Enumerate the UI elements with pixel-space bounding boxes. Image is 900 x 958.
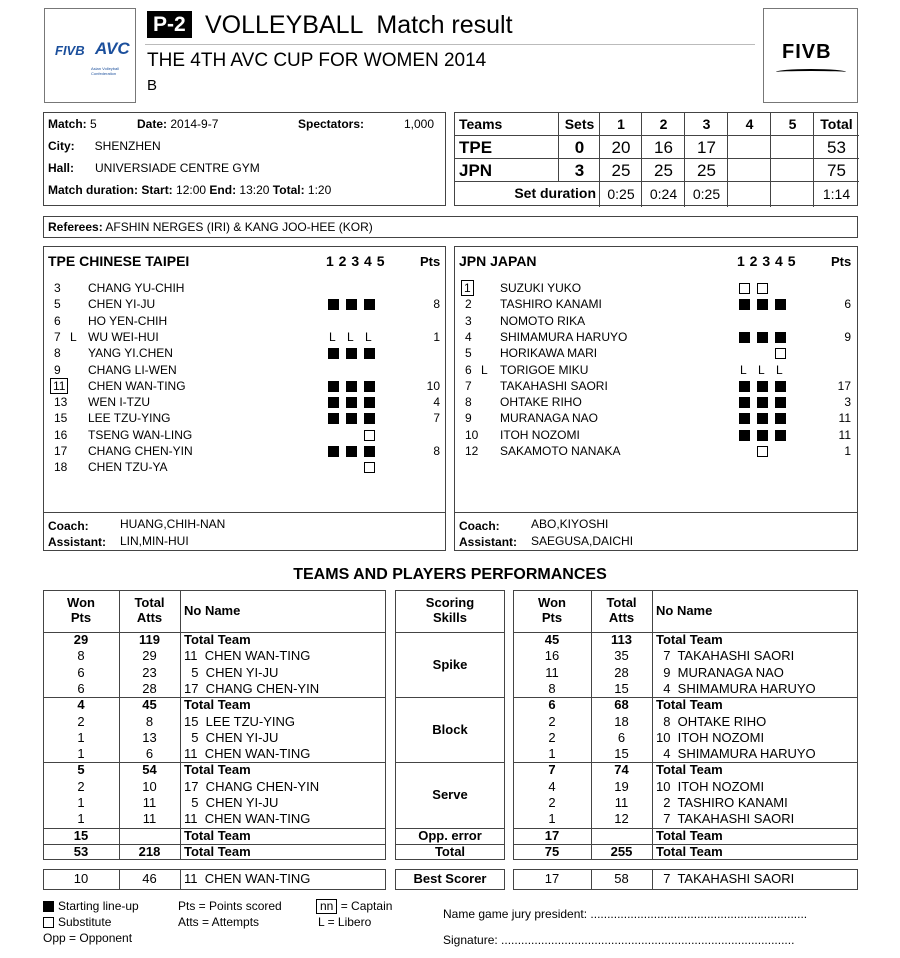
- player-name: TSENG WAN-LING: [88, 427, 193, 442]
- starting-square-icon: [346, 381, 357, 392]
- won-pts-header: Won Pts: [67, 595, 95, 625]
- score-header: 5: [788, 116, 797, 132]
- set-duration-total: 1:14: [822, 186, 851, 202]
- team-name: JPN JAPAN: [459, 253, 537, 269]
- player-number: 11: [50, 378, 74, 394]
- tpe-block-won: 1: [77, 729, 85, 745]
- starting-square-icon: [346, 446, 357, 457]
- score-cell: 25: [611, 161, 631, 180]
- starting-square-icon: [364, 413, 375, 424]
- player-name: SHIMAMURA HARUYO: [500, 329, 628, 344]
- starting-square-icon: [364, 446, 375, 457]
- coach-name: ABO,KIYOSHI: [531, 517, 609, 531]
- spectators-label: Spectators:: [298, 117, 365, 131]
- set-duration-label: Set duration: [514, 185, 596, 201]
- skill-label-block: Block: [432, 721, 468, 737]
- tpe-opp-error-name: Total Team: [184, 827, 251, 843]
- substitute-square-icon: [739, 283, 750, 294]
- tpe-serve-name: Total Team: [184, 762, 251, 778]
- starting-square-icon: [757, 332, 768, 343]
- legend-pts: Pts = Points scored: [178, 899, 282, 913]
- tpe-spike-name: 17 CHANG CHEN-YIN: [184, 680, 320, 696]
- tpe-serve-name: 11 CHEN WAN-TING: [184, 811, 311, 827]
- starting-square-icon: [757, 381, 768, 392]
- tpe-best-won: 10: [73, 871, 89, 886]
- player-name: CHANG YU-CHIH: [88, 281, 185, 295]
- player-number: 7: [54, 329, 61, 344]
- score-row-line: [455, 158, 859, 159]
- jpn-block-won: 2: [548, 713, 556, 729]
- player-number: 17: [54, 444, 68, 458]
- tpe-serve-name: 17 CHANG CHEN-YIN: [184, 778, 320, 794]
- coach-name: HUANG,CHIH-NAN: [120, 517, 226, 531]
- player-points: 3: [844, 395, 851, 410]
- tpe-total-atts: 218: [138, 843, 161, 859]
- jpn-spike-won: 45: [544, 632, 560, 647]
- jpn-serve-name: 10 ITOH NOZOMI: [656, 778, 765, 794]
- starting-square-icon: [739, 299, 750, 310]
- libero-set-mark: L: [740, 362, 747, 377]
- player-name: HORIKAWA MARI: [500, 346, 598, 361]
- libero-set-mark: L: [758, 362, 765, 377]
- score-header: Teams: [459, 116, 503, 132]
- starting-square-icon: [739, 397, 750, 408]
- jpn-serve-won: 4: [548, 778, 556, 794]
- starting-square-icon: [346, 397, 357, 408]
- score-header: 1: [617, 116, 625, 132]
- player-points: 17: [837, 378, 851, 393]
- left-logo-box: [44, 8, 136, 103]
- competition-name: THE 4TH AVC CUP FOR WOMEN 2014: [147, 50, 487, 71]
- starting-square-icon: [757, 413, 768, 424]
- tpe-spike-won: 6: [77, 664, 85, 680]
- starting-square-icon: [328, 348, 339, 359]
- jpn-spike-name: Total Team: [656, 632, 723, 647]
- starting-square-icon: [328, 299, 339, 310]
- score-header: Total: [820, 116, 853, 132]
- noname-header: No Name: [656, 603, 713, 618]
- page-code: P-2: [147, 11, 192, 38]
- player-number: 1: [461, 280, 485, 296]
- jpn-serve-won: 1: [548, 811, 556, 827]
- jpn-serve-name: 2 TASHIRO KANAMI: [656, 795, 788, 810]
- player-number: 2: [465, 297, 472, 312]
- player-number: 15: [54, 411, 68, 426]
- group-line: [395, 762, 505, 763]
- player-number: 6: [54, 313, 61, 328]
- tpe-block-name: Total Team: [184, 697, 251, 713]
- player-name: OHTAKE RIHO: [500, 395, 582, 410]
- tpe-spike-won: 29: [73, 632, 89, 647]
- jpn-spike-name: 4 SHIMAMURA HARUYO: [656, 680, 816, 696]
- tpe-best-name: 11 CHEN WAN-TING: [184, 871, 311, 886]
- jpn-spike-won: 11: [545, 664, 559, 680]
- jury-president-line: Name game jury president: .................................................................: [443, 907, 808, 921]
- tpe-spike-atts: 28: [142, 680, 157, 696]
- substitute-square-icon: [364, 462, 375, 473]
- skill-label-spike: Spike: [432, 656, 468, 672]
- starting-square-icon: [328, 397, 339, 408]
- player-name: CHEN YI-JU: [88, 297, 156, 312]
- fivb-logo-swoosh: [776, 69, 846, 75]
- score-header: 3: [702, 116, 711, 132]
- scoring-skills-header: Scoring Skills: [425, 595, 475, 625]
- tpe-spike-won: 8: [77, 648, 85, 664]
- jpn-spike-name: 9 MURANAGA NAO: [656, 664, 784, 680]
- starting-square-icon: [364, 397, 375, 408]
- player-number: 6: [465, 362, 472, 377]
- legend-opp: Opp = Opponent: [43, 931, 133, 945]
- pts-header: Pts: [420, 254, 441, 269]
- jpn-best-atts: 58: [614, 871, 629, 886]
- player-points: 9: [844, 329, 851, 344]
- assistant-name: LIN,MIN-HUI: [120, 534, 189, 548]
- perf-col-line: [180, 590, 181, 860]
- player-name: NOMOTO RIKA: [500, 313, 586, 328]
- coach-separator: [455, 512, 857, 513]
- jpn-block-name: 8 OHTAKE RIHO: [656, 713, 767, 729]
- player-number: 8: [54, 346, 61, 361]
- substitute-square-icon: [43, 917, 54, 928]
- jpn-spike-won: 16: [544, 648, 560, 664]
- pool: B: [147, 77, 158, 94]
- substitute-square-icon: [757, 446, 768, 457]
- starting-square-icon: [328, 413, 339, 424]
- pts-header: Pts: [831, 254, 852, 269]
- tpe-block-atts: 45: [142, 697, 157, 713]
- tpe-spike-name: 11 CHEN WAN-TING: [184, 648, 311, 664]
- player-points: 1: [433, 329, 440, 344]
- player-number: 9: [54, 362, 61, 377]
- coach-label: Coach:: [48, 519, 89, 533]
- starting-square-icon: [775, 430, 786, 441]
- legend-libero: L = Libero: [318, 915, 372, 929]
- player-name: YANG YI.CHEN: [88, 346, 173, 361]
- tpe-block-atts: 8: [145, 713, 154, 729]
- player-name: CHANG LI-WEN: [88, 362, 177, 377]
- score-cell: 17: [697, 138, 716, 157]
- jpn-block-name: Total Team: [656, 697, 723, 713]
- player-name: SUZUKI YUKO: [500, 281, 582, 295]
- fivb-logo: FIVB: [782, 41, 832, 63]
- starting-square-icon: [739, 413, 750, 424]
- starting-square-icon: [775, 381, 786, 392]
- signature-line: Signature: ........................................................................................: [443, 933, 795, 947]
- starting-square-icon: [739, 381, 750, 392]
- starting-square-icon: [739, 332, 750, 343]
- player-number: 9: [465, 411, 472, 426]
- jpn-serve-atts: 19: [614, 778, 629, 794]
- starting-square-icon: [328, 381, 339, 392]
- legend-starting: Starting line-up: [43, 898, 139, 914]
- jpn-spike-atts: 113: [611, 632, 632, 647]
- tpe-spike-name: Total Team: [184, 632, 251, 647]
- tpe-block-won: 2: [77, 713, 85, 729]
- substitute-square-icon: [364, 430, 375, 441]
- starting-square-icon: [364, 381, 375, 392]
- score-header: 2: [659, 116, 668, 132]
- legend-substitute: Substitute: [43, 914, 111, 930]
- libero-mark: L: [481, 362, 488, 377]
- starting-square-icon: [364, 348, 375, 359]
- libero-mark: L: [70, 329, 77, 344]
- libero-set-mark: L: [776, 362, 783, 377]
- jpn-serve-won: 7: [548, 762, 556, 778]
- player-name: CHEN WAN-TING: [88, 378, 186, 393]
- avc-logo-caption: Asian Volleyball Confederation: [91, 66, 120, 76]
- libero-set-mark: L: [365, 329, 372, 344]
- score-header: 4: [745, 116, 754, 132]
- match-number-line: Match: 5: [48, 117, 97, 131]
- sets-header: 1 2 3 4 5: [737, 253, 796, 269]
- perf-col-line: [652, 590, 653, 860]
- tpe-serve-name: 5 CHEN YI-JU: [184, 795, 279, 810]
- player-name: SAKAMOTO NANAKA: [500, 444, 621, 458]
- jpn-block-name: 4 SHIMAMURA HARUYO: [656, 746, 816, 762]
- tpe-block-won: 4: [77, 697, 85, 713]
- starting-square-icon: [346, 299, 357, 310]
- set-duration: 0:25: [607, 186, 635, 202]
- player-points: 1: [844, 444, 851, 458]
- starting-square-icon: [364, 299, 375, 310]
- jpn-serve-name: 7 TAKAHASHI SAORI: [656, 811, 795, 827]
- group-line: [395, 697, 505, 698]
- starting-square-icon: [775, 299, 786, 310]
- skill-label-opp-error: Opp. error: [418, 827, 482, 843]
- starting-square-icon: [775, 397, 786, 408]
- match-date-line: Date: 2014-9-7: [137, 117, 219, 131]
- player-name: HO YEN-CHIH: [88, 313, 168, 328]
- coach-separator: [44, 512, 445, 513]
- jpn-opp-error-name: Total Team: [656, 827, 723, 843]
- spectators-value: 1,000: [404, 117, 435, 131]
- player-number: 3: [465, 313, 472, 328]
- legend-captain: nn = Captain: [316, 898, 392, 914]
- score-cell: 25: [654, 161, 673, 180]
- jpn-spike-won: 8: [548, 680, 556, 696]
- set-duration: 0:24: [649, 186, 678, 202]
- jpn-total-name: Total Team: [656, 843, 723, 859]
- player-name: WU WEI-HUI: [88, 329, 159, 344]
- team-roster-tpe: [43, 246, 446, 551]
- player-number: 4: [465, 329, 472, 344]
- jpn-block-atts: 68: [614, 697, 629, 713]
- player-name: CHANG CHEN-YIN: [88, 444, 193, 458]
- score-cell: 0: [574, 138, 585, 157]
- score-row-line: [455, 181, 859, 182]
- jpn-spike-name: 7 TAKAHASHI SAORI: [656, 648, 795, 664]
- player-number: 16: [54, 427, 68, 442]
- tpe-block-name: 5 CHEN YI-JU: [184, 729, 279, 745]
- jpn-serve-atts: 74: [614, 762, 629, 778]
- tpe-serve-won: 1: [77, 811, 85, 827]
- libero-set-mark: L: [329, 329, 336, 344]
- total-atts-header: Total Atts: [134, 595, 165, 625]
- player-number: 3: [54, 281, 61, 295]
- starting-square-icon: [739, 430, 750, 441]
- team-roster-jpn: [454, 246, 858, 551]
- tpe-opp-error-won: 15: [73, 827, 89, 843]
- tpe-total-won: 53: [73, 843, 89, 859]
- jpn-block-name: 10 ITOH NOZOMI: [656, 729, 765, 745]
- page-title: VOLLEYBALL Match result: [205, 11, 513, 39]
- set-duration: 0:25: [692, 186, 721, 202]
- assistant-label: Assistant:: [48, 535, 107, 549]
- score-cell: 20: [611, 138, 631, 157]
- jpn-total-atts: 255: [610, 843, 633, 859]
- performance-title: TEAMS AND PLAYERS PERFORMANCES: [293, 566, 607, 583]
- tpe-serve-won: 1: [77, 795, 85, 810]
- tpe-block-atts: 13: [142, 729, 157, 745]
- jpn-spike-atts: 15: [614, 680, 629, 696]
- score-cell: 16: [654, 138, 673, 157]
- won-pts-header: Won Pts: [538, 595, 566, 625]
- tpe-spike-name: 5 CHEN YI-JU: [184, 664, 279, 680]
- score-cell: 25: [697, 161, 716, 180]
- player-points: 11: [838, 411, 851, 426]
- tpe-serve-atts: 10: [142, 778, 157, 794]
- city-line: City: SHENZHEN: [48, 139, 161, 153]
- player-number: 12: [465, 444, 479, 458]
- skill-label-serve: Serve: [432, 787, 468, 802]
- jpn-block-won: 6: [548, 697, 556, 713]
- sets-header: 1 2 3 4 5: [326, 253, 385, 269]
- tpe-serve-atts: 11: [142, 811, 157, 827]
- starting-square-icon: [775, 332, 786, 343]
- player-number: 5: [54, 297, 61, 312]
- assistant-name: SAEGUSA,DAICHI: [531, 534, 634, 548]
- hall-line: Hall: UNIVERSIADE CENTRE GYM: [48, 161, 260, 175]
- player-number: 5: [465, 346, 472, 361]
- player-points: 11: [838, 427, 851, 442]
- player-name: TASHIRO KANAMI: [500, 297, 602, 312]
- jpn-block-atts: 18: [614, 713, 629, 729]
- score-cell: 3: [574, 161, 585, 180]
- coach-label: Coach:: [459, 519, 500, 533]
- skill-label-total: Total: [434, 843, 466, 859]
- score-table: [454, 112, 858, 206]
- starting-square-icon: [757, 430, 768, 441]
- player-points: 4: [433, 395, 440, 410]
- tpe-spike-won: 6: [77, 680, 85, 696]
- tpe-block-atts: 6: [145, 746, 154, 762]
- substitute-square-icon: [775, 348, 786, 359]
- player-name: TAKAHASHI SAORI: [500, 378, 608, 393]
- score-cell: JPN: [459, 161, 493, 180]
- jpn-total-won: 75: [544, 843, 560, 859]
- jpn-serve-won: 2: [548, 795, 556, 810]
- starting-square-icon: [757, 397, 768, 408]
- noname-header: No Name: [184, 603, 241, 618]
- tpe-block-name: 15 LEE TZU-YING: [184, 713, 296, 729]
- best-col-line: [652, 869, 653, 890]
- tpe-serve-won: 2: [77, 778, 85, 794]
- player-points: 8: [433, 297, 440, 312]
- score-cell: TPE: [459, 138, 493, 157]
- player-number: 7: [465, 378, 472, 393]
- tpe-spike-atts: 29: [142, 648, 157, 664]
- tpe-spike-atts: 119: [139, 632, 160, 647]
- starting-square-icon: [346, 348, 357, 359]
- best-scorer-label: Best Scorer: [413, 871, 487, 886]
- tpe-serve-atts: 11: [142, 795, 157, 810]
- player-number: 8: [465, 395, 472, 410]
- tpe-serve-atts: 54: [142, 762, 157, 778]
- player-name: TORIGOE MIKU: [500, 362, 589, 377]
- duration-line: Match duration: Start: 12:00 End: 13:20 Total: 1:20: [48, 183, 332, 197]
- player-number: 13: [54, 395, 68, 410]
- jpn-serve-atts: 12: [614, 811, 629, 827]
- tpe-block-name: 11 CHEN WAN-TING: [184, 746, 311, 762]
- tpe-total-name: Total Team: [184, 843, 251, 859]
- jpn-block-won: 1: [548, 746, 556, 762]
- referees-line: Referees: AFSHIN NERGES (IRI) & KANG JOO-HEE (KOR): [48, 220, 373, 234]
- jpn-best-name: 7 TAKAHASHI SAORI: [656, 871, 795, 886]
- starting-square-icon: [328, 446, 339, 457]
- tpe-spike-atts: 23: [142, 664, 157, 680]
- starting-square-icon: [775, 413, 786, 424]
- substitute-square-icon: [757, 283, 768, 294]
- score-header: Sets: [564, 116, 595, 132]
- fivb-logo-small: FIVB: [55, 43, 85, 58]
- jpn-block-atts: 6: [617, 729, 626, 745]
- player-name: MURANAGA NAO: [500, 411, 599, 426]
- avc-logo: AVC: [95, 39, 130, 58]
- score-cell: 75: [827, 161, 846, 180]
- score-cell: 53: [827, 138, 846, 157]
- player-name: LEE TZU-YING: [88, 411, 171, 426]
- jpn-block-won: 2: [548, 729, 556, 745]
- jpn-spike-atts: 28: [614, 664, 629, 680]
- player-name: ITOH NOZOMI: [500, 427, 580, 442]
- libero-set-mark: L: [347, 329, 354, 344]
- player-points: 10: [426, 378, 440, 393]
- player-name: WEN I-TZU: [88, 395, 150, 410]
- best-col-line: [180, 869, 181, 890]
- perf-header-line: [395, 632, 505, 633]
- tpe-serve-won: 5: [77, 762, 85, 778]
- starting-square-icon: [43, 901, 54, 912]
- player-number: 18: [54, 460, 68, 475]
- player-number: 10: [465, 427, 479, 442]
- jpn-best-won: 17: [544, 871, 560, 886]
- jpn-opp-error-won: 17: [544, 827, 560, 843]
- right-logo-box: [763, 8, 858, 103]
- assistant-label: Assistant:: [459, 535, 518, 549]
- team-name: TPE CHINESE TAIPEI: [48, 253, 190, 269]
- starting-square-icon: [757, 299, 768, 310]
- legend-atts: Atts = Attempts: [178, 915, 260, 929]
- player-name: CHEN TZU-YA: [88, 460, 168, 475]
- score-row-line: [455, 135, 859, 136]
- starting-square-icon: [346, 413, 357, 424]
- player-points: 6: [844, 297, 851, 312]
- tpe-best-atts: 46: [142, 871, 157, 886]
- player-points: 7: [433, 411, 440, 426]
- jpn-serve-name: Total Team: [656, 762, 723, 778]
- jpn-block-atts: 15: [614, 746, 629, 762]
- jpn-spike-atts: 35: [614, 648, 629, 664]
- total-atts-header: Total Atts: [606, 595, 637, 625]
- player-points: 8: [433, 444, 440, 458]
- jpn-serve-atts: 11: [614, 795, 629, 810]
- tpe-block-won: 1: [77, 746, 85, 762]
